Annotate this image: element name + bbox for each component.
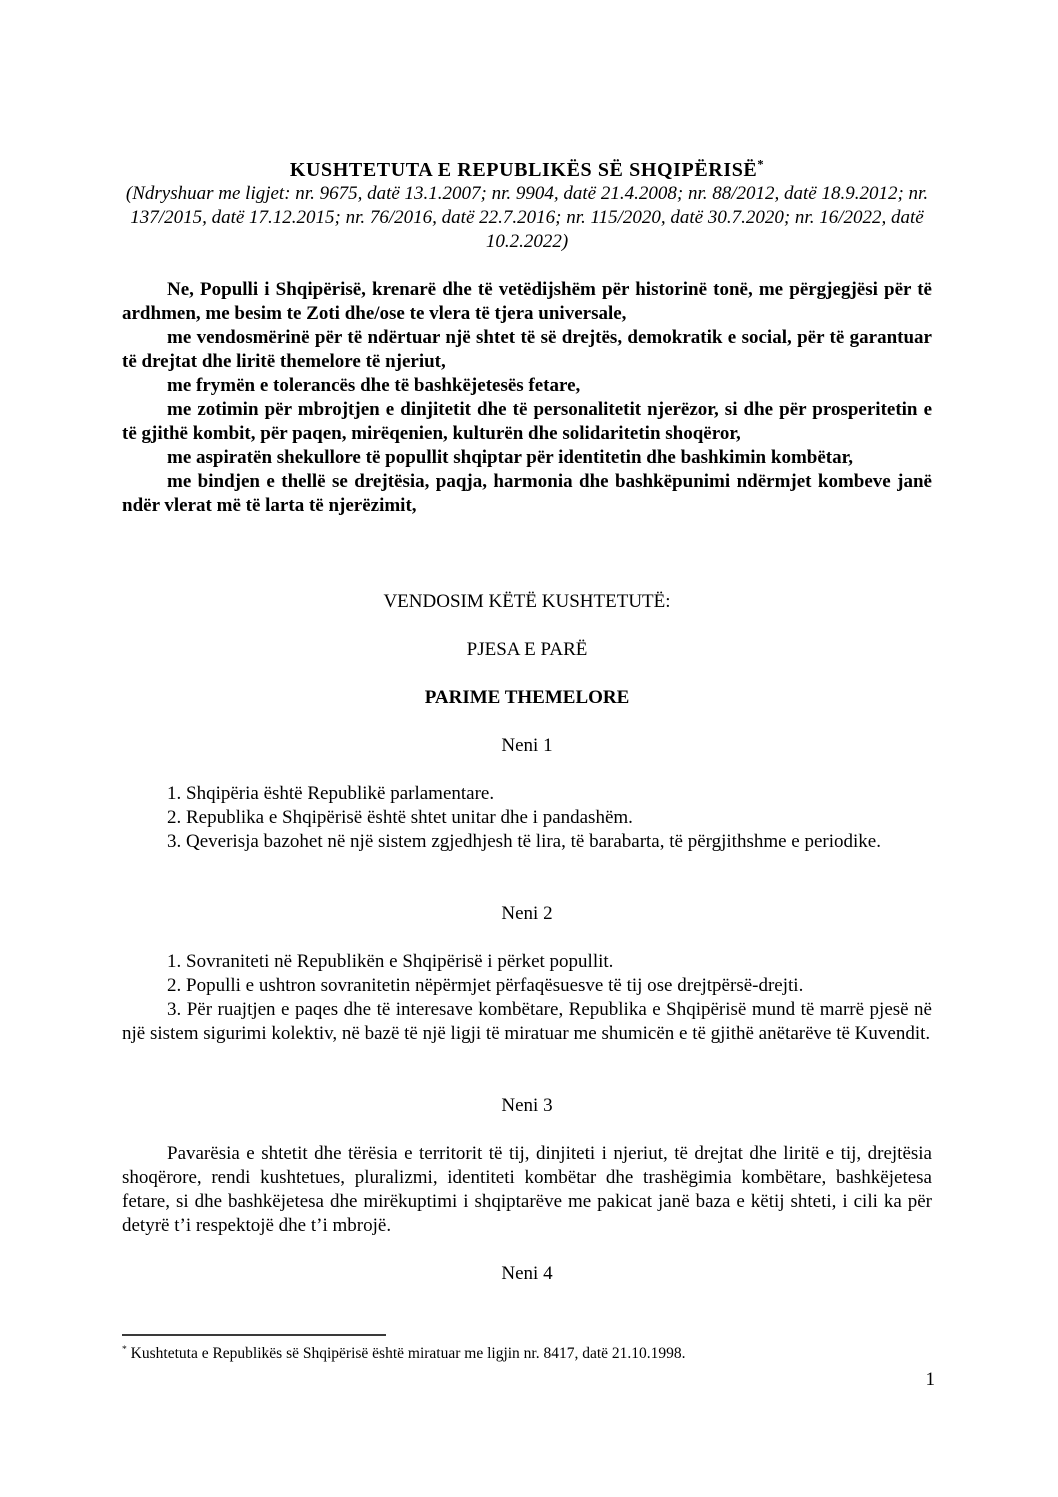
article-paragraph: 1. Sovraniteti në Republikën e Shqipërisë i përket popullit. (167, 951, 614, 972)
article-body-neni-1 (122, 782, 932, 878)
article-paragraph: 3. Për ruajtjen e paqes dhe të interesave kombëtare, Republika e Shqipërisë mund të marrë pjesë në një sistem sigurimi kolektiv, në bazë të një ligji të miratuar me shumicën e të gjithë anëtarëve të Kuvendit. (122, 999, 932, 1044)
preamble-paragraph: me zotimin për mbrojtjen e dinjitetit dhe të personalitetit njerëzor, si dhe për prosperitetin e të gjithë kombit, për paqen, mirëqenien, kulturën dhe solidaritetin shoqëror, (122, 399, 932, 444)
chapter-heading: PARIME THEMELORE (424, 687, 630, 708)
page-number: 1 (925, 1369, 935, 1390)
amendments-note: (Ndryshuar me ligjet: nr. 9675, datë 13.1.2007; nr. 9904, datë 21.4.2008; nr. 88/2012, datë 18.9.2012; nr. 137/2015, datë 17.12.2015; nr. 76/2016, datë 22.7.2016; nr. 115/2020, datë 30.7.2020; nr. 16/2022, datë 10.2.2022) (125, 183, 929, 252)
article-heading-neni-2: Neni 2 (501, 903, 553, 924)
preamble-paragraph: me frymën e tolerancës dhe të bashkëjetesës fetare, (167, 375, 581, 396)
article-heading-neni-1: Neni 1 (501, 735, 553, 756)
article-heading-neni-4: Neni 4 (501, 1263, 553, 1284)
article-paragraph: 1. Shqipëria është Republikë parlamentare. (167, 783, 495, 804)
title-footnote-marker: * (757, 157, 765, 172)
article-paragraph: 2. Populli e ushtron sovranitetin nëpërmjet përfaqësuesve të tij ose drejtpërsë-drejti. (167, 975, 804, 996)
preamble-paragraph: me aspiratën shekullore të popullit shqiptar për identitetin dhe bashkimin kombëtar, (167, 447, 854, 468)
preamble-paragraph: Ne, Populli i Shqipërisë, krenarë dhe të vetëdijshëm për historinë tonë, me përgjegjësi për të ardhmen, me besim te Zoti dhe/ose te vlera të tjera universale, (122, 279, 932, 324)
article-body-neni-2 (122, 950, 932, 1070)
article-body-neni-3 (122, 1142, 932, 1238)
document-title (122, 158, 932, 182)
footnote-text (122, 1344, 932, 1364)
footnote-marker: * (122, 1343, 127, 1355)
preamble-paragraph: me bindjen e thellë se drejtësia, paqja, harmonia dhe bashkëpunimi ndërmjet kombeve janë ndër vlerat më të larta të njerëzimit, (122, 471, 932, 516)
part-heading: PJESA E PARË (466, 639, 588, 660)
article-paragraph: Pavarësia e shtetit dhe tërësia e territorit të tij, dinjiteti i njeriut, të drejtat dhe liritë e tij, drejtësia shoqërore, rendi kushtetues, pluralizmi, identiteti kombëtar dhe trashëgimia kombëtare, bashkëjetesa fetare, si dhe bashkëjetesa dhe mirëkuptimi i shqiptarëve me pakicat janë baza e këtij shteti, i cili ka për detyrë t’i respektojë dhe t’i mbrojë. (122, 1143, 932, 1236)
preamble-paragraph: me vendosmërinë për të ndërtuar një shtet të së drejtës, demokratik e social, për të garantuar të drejtat dhe liritë themelore të njeriut, (122, 327, 932, 372)
article-paragraph: 2. Republika e Shqipërisë është shtet unitar dhe i pandashëm. (167, 807, 633, 828)
article-paragraph: 3. Qeverisja bazohet në një sistem zgjedhjesh të lira, të barabarta, të përgjithshme e periodike. (167, 831, 881, 852)
footnote-separator-rule (122, 1334, 386, 1336)
footnote (122, 1334, 932, 1364)
article-heading-neni-3: Neni 3 (501, 1095, 553, 1116)
document-title-text: KUSHTETUTA E REPUBLIKËS SË SHQIPËRISË (289, 159, 758, 181)
footnote-text-body: Kushtetuta e Republikës së Shqipërisë është miratuar me ligjin nr. 8417, datë 21.10.1998. (130, 1345, 686, 1362)
preamble (122, 278, 932, 566)
enactment-line: VENDOSIM KËTË KUSHTETUTË: (383, 591, 671, 612)
